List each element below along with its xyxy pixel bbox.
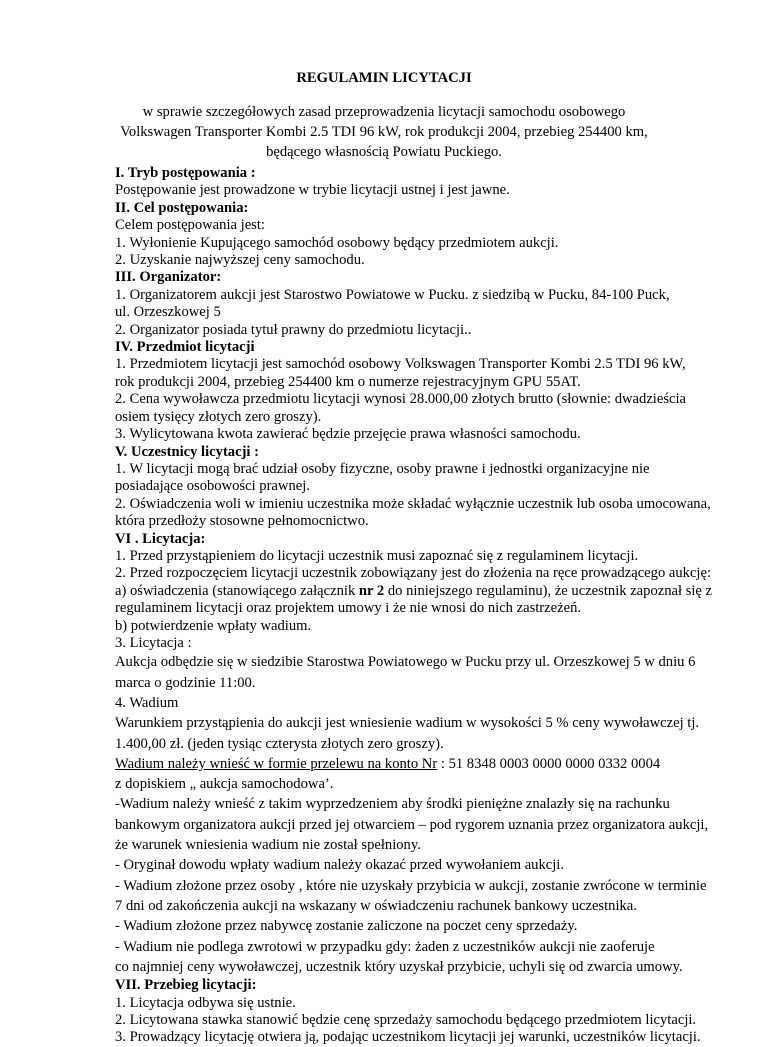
paragraph-line: - Wadium nie podlega zwrotowi w przypadku gdy: żaden z uczestników aukcji nie zaoferuje — [115, 938, 655, 955]
section-heading: II. Cel postępowania: — [115, 199, 249, 216]
paragraph-line: Postępowanie jest prowadzone w trybie licytacji ustnej i jest jawne. — [115, 182, 510, 199]
attachment-number: nr 2 — [358, 582, 385, 599]
paragraph-line: -Wadium należy wnieść z takim wyprzedzeniem aby środki pieniężne znalazły się na rachunku — [115, 796, 670, 813]
section-heading: I. Tryb postępowania : — [115, 165, 256, 181]
paragraph-line: co najmniej ceny wywoławczej, uczestnik który uzyskał przybicie, uchyli się od zwarcia umowy. — [115, 958, 683, 975]
section-heading: III. Organizator: — [115, 269, 222, 286]
section-heading: VII. Przebieg licytacji: — [115, 977, 257, 994]
paragraph-line: 2. Organizator posiada tytuł prawny do przedmiotu licytacji.. — [115, 321, 472, 338]
subtitle-line: Volkswagen Transporter Kombi 2.5 TDI 96 kW, rok produkcji 2004, przebieg 254400 km, — [120, 124, 648, 140]
document-body — [115, 165, 713, 1047]
paragraph-line: Celem postępowania jest: — [115, 217, 265, 234]
paragraph-line: 3. Wylicytowana kwota zawierać będzie przejęcie prawa własności samochodu. — [115, 426, 581, 443]
paragraph-line: 2. Oświadczenia woli w imieniu uczestnika może składać wyłącznie uczestnik lub osoba umocowana, — [115, 495, 711, 512]
paragraph-line: 1. W licytacji mogą brać udział osoby fizyczne, osoby prawne i jednostki organizacyjne nie — [115, 460, 650, 477]
paragraph-line: marca o godzinie 11:00. — [115, 674, 256, 691]
paragraph-line — [115, 582, 713, 600]
paragraph-line: 4. Wadium — [115, 694, 179, 711]
paragraph-line: z dopiskiem „ aukcja samochodowa’. — [115, 776, 334, 793]
subtitle-line: w sprawie szczegółowych zasad przeprowadzenia licytacji samochodu osobowego — [142, 104, 626, 120]
bank-account-label: Wadium należy wnieść w formie przelewu na konto Nr — [115, 755, 438, 772]
paragraph-line: 1. Przed przystąpieniem do licytacji uczestnik musi zapoznać się z regulaminem licytacji. — [115, 547, 639, 564]
paragraph-line: 1.400,00 zł. (jeden tysiąc czterysta złotych zero groszy). — [115, 735, 444, 752]
subtitle-line: będącego własnością Powiatu Puckiego. — [266, 144, 502, 160]
section-heading: IV. Przedmiot licytacji — [115, 339, 255, 356]
loose-block — [115, 652, 709, 977]
text-run: a) oświadczenia (stanowiącego załącznik — [115, 582, 359, 599]
paragraph-line: b) potwierdzenie wpłaty wadium. — [115, 617, 312, 634]
paragraph-line: 3. Prowadzący licytację otwiera ją, podając uczestnikom licytacji jej warunki, uczestników licytacji. — [115, 1029, 701, 1046]
paragraph-line: 1. Wyłonienie Kupującego samochód osobowy będący przedmiotem aukcji. — [115, 234, 559, 251]
paragraph-line: 1. Przedmiotem licytacji jest samochód osobowy Volkswagen Transporter Kombi 2.5 TDI 96 kW, — [115, 356, 686, 373]
paragraph-line: 2. Licytowana stawka stanowić będzie cenę sprzedaży samochodu będącego przedmiotem licytacji. — [115, 1011, 697, 1028]
paragraph-line: osiem tysięcy złotych zero groszy). — [115, 408, 322, 425]
text-run: do niniejszego regulaminu), że uczestnik zapoznał się z — [384, 582, 713, 599]
paragraph-line: ul. Orzeszkowej 5 — [115, 304, 221, 321]
paragraph-line: 7 dni od zakończenia aukcji na wskazany w oświadczeniu rachunek bankowy uczestnika. — [115, 897, 637, 914]
paragraph-line: 3. Licytacja : — [115, 634, 192, 651]
paragraph-line: - Wadium złożone przez osoby , które nie uzyskały przybicia w aukcji, zostanie zwrócone w terminie — [115, 877, 707, 894]
paragraph-line: 1. Licytacja odbywa się ustnie. — [115, 994, 296, 1011]
paragraph-line: Warunkiem przystąpienia do aukcji jest wniesienie wadium w wysokości 5 % ceny wywoławczej tj. — [115, 715, 700, 732]
paragraph-line: posiadające osobowości prawnej. — [115, 478, 310, 495]
paragraph-line: że warunek wniesienia wadium nie został spełniony. — [115, 837, 421, 854]
paragraph-line: - Wadium złożone przez nabywcę zostanie zaliczone na poczet ceny sprzedaży. — [115, 918, 578, 935]
document-title: REGULAMIN LICYTACJI — [296, 70, 472, 86]
paragraph-line: regulaminem licytacji oraz projektem umowy i że nie wnosi do nich zastrzeżeń. — [115, 600, 582, 617]
paragraph-line: - Oryginał dowodu wpłaty wadium należy okazać przed wywołaniem aukcji. — [115, 857, 565, 874]
section-heading: VI . Licytacja: — [115, 530, 206, 547]
paragraph-line: która przedłoży stosowne pełnomocnictwo. — [115, 513, 369, 530]
document-subtitle — [0, 102, 768, 162]
bank-account-number: : 51 8348 0003 0000 0000 0332 0004 — [437, 755, 661, 772]
paragraph-line: Aukcja odbędzie się w siedzibie Starostwa Powiatowego w Pucku przy ul. Orzeszkowej 5 w dniu 6 — [115, 654, 696, 671]
paragraph-line: 2. Uzyskanie najwyższej ceny samochodu. — [115, 252, 365, 269]
paragraph-line — [115, 754, 675, 774]
paragraph-line: 1. Organizatorem aukcji jest Starostwo Powiatowe w Pucku. z siedzibą w Pucku, 84-100 Puck, — [115, 286, 670, 303]
paragraph-line: rok produkcji 2004, przebieg 254400 km o numerze rejestracyjnym GPU 55AT. — [115, 373, 581, 390]
section-heading: V. Uczestnicy licytacji : — [115, 443, 259, 460]
paragraph-line: 2. Cena wywoławcza przedmiotu licytacji wynosi 28.000,00 złotych brutto (słownie: dwadzieścia — [115, 391, 687, 408]
paragraph-line: bankowym organizatora aukcji przed jej otwarciem – pod rygorem uznania przez organizatora aukcji, — [115, 816, 709, 833]
paragraph-line: 2. Przed rozpoczęciem licytacji uczestnik zobowiązany jest do złożenia na ręce prowadzącego aukcję: — [115, 565, 712, 582]
